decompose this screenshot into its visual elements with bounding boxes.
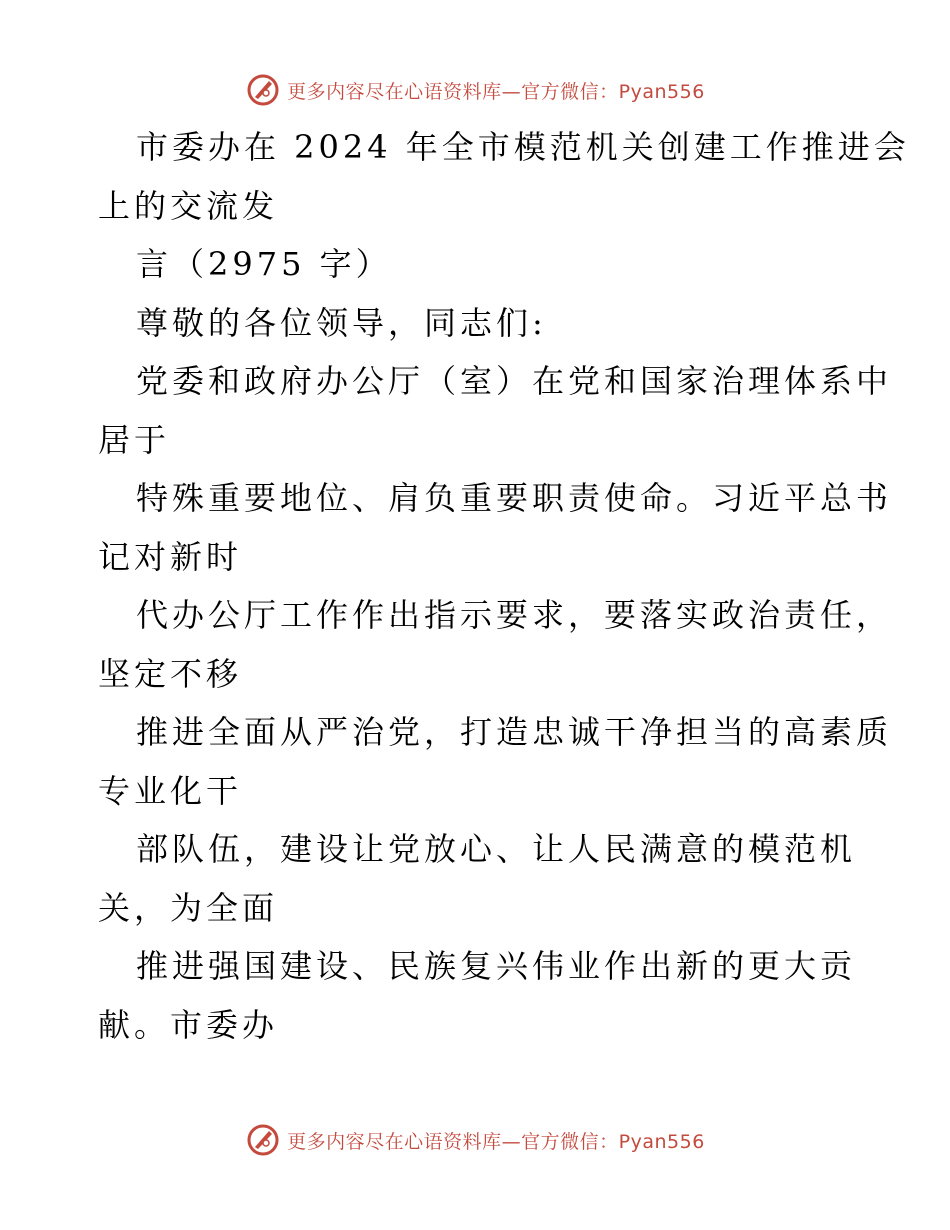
paragraph-line: 推进强国建设、民族复兴伟业作出新的更大贡: [136, 947, 857, 985]
footer-banner-text: 更多内容尽在心语资料库—官方微信：Pyan556: [287, 1130, 705, 1153]
header-banner-text: 更多内容尽在心语资料库—官方微信：Pyan556: [287, 80, 705, 103]
footer-banner: [0, 1120, 950, 1160]
paragraph-line: 居于: [98, 420, 171, 459]
paragraph-line: 部队伍，建设让党放心、让人民满意的模范机: [136, 830, 857, 868]
paragraph-line: 专业化干: [98, 771, 243, 810]
title-line-1: 市委办在 2024 年全市模范机关创建工作推进会: [136, 128, 910, 166]
paragraph-line: 推进全面从严治党，打造忠诚干净担当的高素质: [136, 713, 893, 751]
quill-seal-icon: [245, 72, 281, 108]
paragraph-line: 坚定不移: [98, 654, 243, 693]
document-body: [98, 118, 910, 1054]
paragraph-line: 代办公厅工作作出指示要求，要落实政治责任，: [136, 596, 893, 634]
paragraph-line: 记对新时: [98, 537, 243, 576]
paragraph-line: 特殊重要地位、肩负重要职责使命。习近平总书: [136, 479, 893, 517]
salutation: 尊敬的各位领导，同志们:: [136, 303, 547, 342]
title-line-2: 上的交流发: [98, 186, 279, 225]
quill-seal-icon: [245, 1122, 281, 1158]
title-line-3: 言（2975 字）: [136, 245, 392, 283]
paragraph-line: 党委和政府办公厅（室）在党和国家治理体系中: [136, 362, 893, 400]
paragraph-line: 献。市委办: [98, 1005, 279, 1044]
header-banner: [0, 70, 950, 110]
paragraph-line: 关，为全面: [98, 888, 279, 927]
